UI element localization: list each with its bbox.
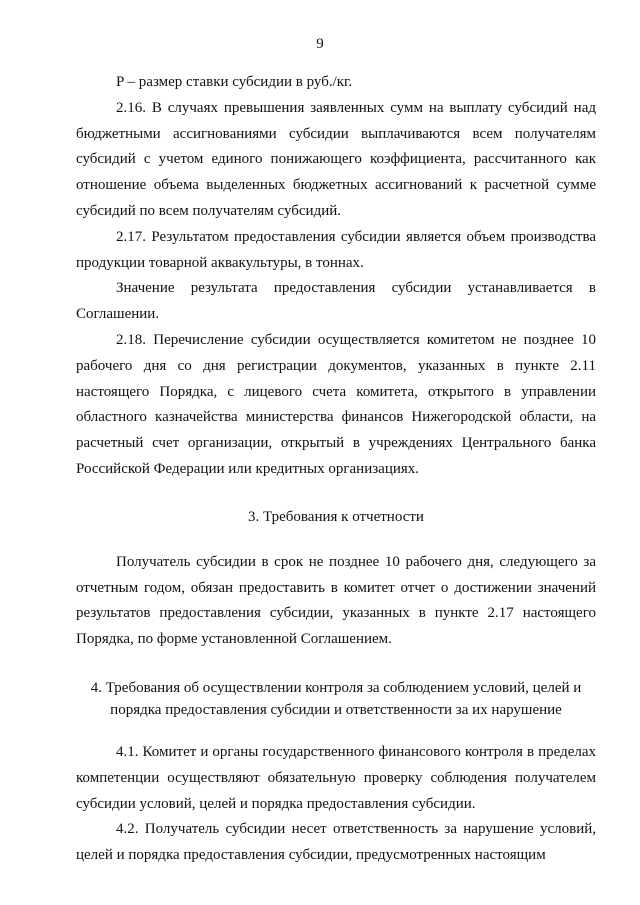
section-3-heading: 3. Требования к отчетности (248, 508, 424, 525)
paragraph-2-18: 2.18. Перечисление субсидии осуществляется комитетом не позднее 10 рабочего дня со дня регистрации документов, указанных в пункте 2.11 настоящего Порядка, с лицевого счета комитета, открытого в управлении областного казначейства министерства финансов Нижегородской области, на расчетный счет организации, открытый в учреждениях Центрального банка Российской Федерации или кредитных организациях. (76, 331, 596, 477)
paragraph-result-value: Значение результата предоставления субсидии устанавливается в Соглашении. (76, 280, 596, 323)
paragraph-4-2: 4.2. Получатель субсидии несет ответственность за нарушение условий, целей и порядка предоставления субсидии, предусмотренных настоящим (76, 821, 596, 864)
paragraph-4-1: 4.1. Комитет и органы государственного финансового контроля в пределах компетенции осуществляют обязательную проверку соблюдения получателем субсидии условий, целей и порядка предоставления субсидии. (76, 743, 596, 812)
page-number: 9 (316, 36, 324, 52)
paragraph-subsidy-rate: P – размер ставки субсидии в руб./кг. (116, 74, 353, 90)
section-4-heading-line-2: порядка предоставления субсидии и ответственности за их нарушение (110, 701, 562, 718)
paragraph-2-16: 2.16. В случаях превышения заявленных сумм на выплату субсидий над бюджетными ассигнованиями субсидии выплачиваются всем получателям субсидий с учетом единого понижающего коэффициента, рассчитанного как отношение объема выделенных бюджетных ассигнований к расчетной сумме субсидий по всем получателям субсидий. (76, 99, 596, 219)
paragraph-section-3: Получатель субсидии в срок не позднее 10 рабочего дня, следующего за отчетным годом, обязан предоставить в комитет отчет о достижении значений результатов предоставления субсидии, указанных в пункте 2.17 настоящего Порядка, по форме установленной Соглашением. (76, 553, 596, 648)
section-4-heading-line-1: 4. Требования об осуществлении контроля за соблюдением условий, целей и (90, 679, 582, 696)
section-4-heading (76, 677, 596, 721)
paragraph-2-17: 2.17. Результатом предоставления субсидии является объем производства продукции товарной аквакультуры, в тоннах. (76, 228, 596, 271)
document-body (76, 70, 596, 869)
